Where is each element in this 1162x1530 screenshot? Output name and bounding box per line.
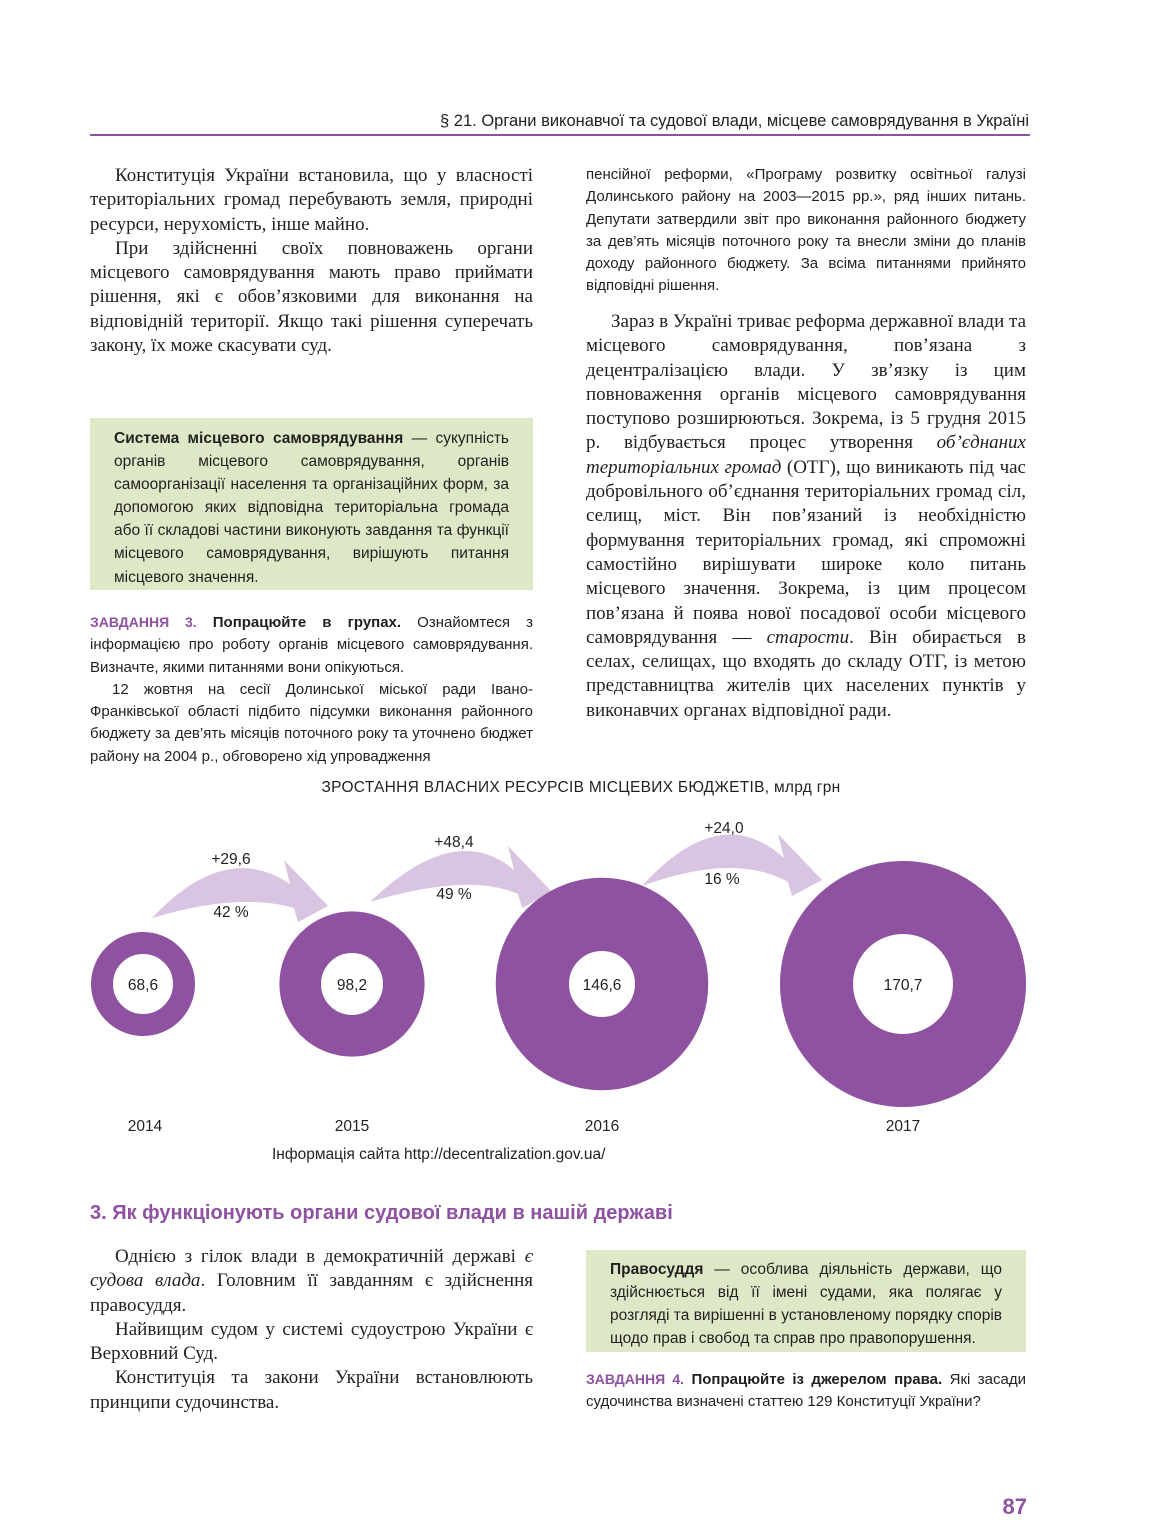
text-run: . Він обирається в селах, селищах, що входять до складу ОТГ, із метою представництва жителів цих населених пунктів у виконавчих органах відповідної ради. [586, 626, 1027, 721]
task-3 [90, 611, 533, 768]
header-divider [90, 134, 1030, 136]
task-label: ЗАВДАННЯ 4. [586, 1371, 685, 1387]
year-label: 2015 [334, 1118, 370, 1135]
definition-text [114, 427, 509, 589]
paragraph [90, 1245, 533, 1318]
definition-term: Правосуддя [610, 1261, 704, 1278]
task-bold: Попрацюйте в групах. [196, 614, 402, 631]
paragraph: Найвищим судом у системі судоустрою України є Верховний Суд. [90, 1318, 533, 1365]
chart-title: ЗРОСТАННЯ ВЛАСНИХ РЕСУРСІВ МІСЦЕВИХ БЮДЖЕТІВ, млрд грн [321, 779, 841, 796]
left-column-intro [90, 164, 533, 358]
increment-percent-label: 42 % [213, 904, 249, 921]
italic-term: старости [766, 626, 850, 648]
paragraph: Конституція та закони України встановлюють принципи судочинства. [90, 1367, 533, 1413]
definition-text [610, 1258, 1002, 1350]
definition-box-justice [586, 1250, 1026, 1352]
increment-percent-label: 49 % [436, 886, 472, 903]
italic-term: об’єднаних територіальних громад [586, 432, 1026, 478]
increment-delta-label: +48,4 [434, 834, 474, 851]
page-number: 87 [1002, 1494, 1027, 1519]
donut-value-label: 98,2 [336, 977, 368, 994]
italic-term: є судова влада [90, 1246, 533, 1292]
year-label: 2014 [127, 1118, 163, 1135]
paragraph [586, 310, 1026, 723]
task-4 [586, 1368, 1026, 1414]
donut-value-label: 146,6 [582, 977, 622, 994]
donut-value-label: 170,7 [883, 977, 923, 994]
donut-value-label: 68,6 [127, 977, 159, 994]
task-text: Які засади судочинства визначені статтею 129 Конституції України? [586, 1371, 1026, 1411]
text-run: (ОТГ), що виникають під час добровільного об’єднання територіальних громад сіл, селищ, міст. Він пов’язаний із необхідністю формування територіальних громад, які спроможні самостійно вирішувати широке коло питань місцевого значення. Зокрема, із цим процесом пов’язана й поява нової посадової особи місцевого самоврядування — [586, 456, 1026, 648]
running-header: § 21. Органи виконавчої та судової влади, місцеве самоврядування в Україні [440, 112, 1029, 130]
definition-body: — особлива діяльність держави, що здійснюється від її імені судами, яка полягає у розгляді та вирішенні в установленому порядку спорів щодо прав і свобод та справ про правопорушення. [610, 1261, 1002, 1348]
text-run: . Головним її завданням є здійснення правосуддя. [90, 1270, 533, 1316]
reform-paragraph [586, 310, 1026, 723]
excerpt-continuation: пенсійної реформи, «Програму розвитку освітньої галузі Долинського району на 2003—2015 рр.», ряд інших питань. Депутати затвердили звіт про виконання районного бюджету за дев’ять місяців поточного року та внесли зміни до планів доходу районного бюджету. За всіма питаннями прийнято відповідні рішення. [586, 166, 1026, 295]
text-run: Зараз в Україні триває реформа державної влади та місцевого самоврядування, пов’язана з децентралізацією влади. У зв’язку із цим повноваження органів місцевого самоврядування поступово розширюються. Зокрема, із 5 грудня 2015 р. відбувається процес утворення [586, 311, 1026, 454]
task-bold: Попрацюйте із джерелом права. [684, 1371, 943, 1388]
task-3-instruction [90, 611, 533, 679]
definition-body: — сукупність органів місцевого самоврядування, органів самоорганізації населення та організаційних форм, за допомогою яких відповідна територіальна громада або її складові частини виконують завдання та функції місцевого самоврядування, вирішують питання місцевого значення. [114, 430, 509, 586]
increment-delta-label: +24,0 [704, 820, 744, 837]
chart-source: Інформація сайта http://decentralization.gov.ua/ [272, 1146, 606, 1163]
task-3-excerpt-continued [586, 164, 1026, 298]
year-label: 2017 [885, 1118, 921, 1135]
task-3-excerpt: 12 жовтня на сесії Долинської міської ради Івано-Франківської області підбито підсумки виконання районного бюджету за дев’ять місяців поточного року та уточнено бюджет району на 2004 р., обговорено хід упровадження [90, 680, 533, 765]
task-4-instruction [586, 1368, 1026, 1414]
task-text: Ознайомтеся з інформацією про роботу органів місцевого самоврядування. Визначте, якими питаннями вони опікуються. [90, 614, 534, 676]
paragraph: Конституція України встановила, що у власності територіальних громад перебувають земля, природні ресурси, нерухомість, інше майно. [90, 165, 533, 235]
year-label: 2016 [584, 1118, 620, 1135]
paragraph: При здійсненні своїх повноважень органи місцевого самоврядування мають право приймати рішення, які є обов’язковими для виконання на відповідній території. Якщо такі рішення суперечать закону, їх може скасувати суд. [90, 237, 533, 357]
task-label: ЗАВДАННЯ 3. [90, 614, 197, 630]
definition-box-local-government [90, 418, 533, 590]
increment-delta-label: +29,6 [211, 851, 251, 868]
section-3-text [90, 1245, 533, 1415]
budget-growth-chart [0, 800, 1162, 1140]
increment-percent-label: 16 % [704, 871, 740, 888]
section-heading: 3. Як функціонують органи судової влади в нашій державі [90, 1202, 673, 1224]
text-run: Однією з гілок влади в демократичній державі [115, 1246, 525, 1267]
definition-term: Система місцевого самоврядування [114, 430, 404, 447]
